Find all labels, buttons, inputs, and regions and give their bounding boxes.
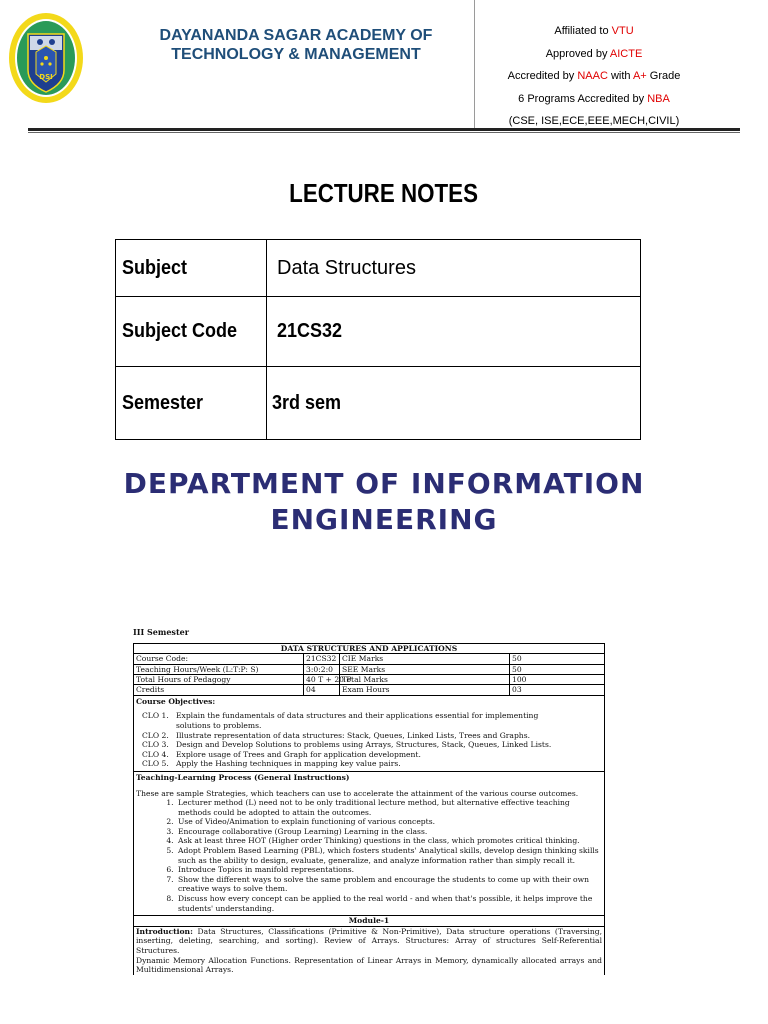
- accredited-label: Accredited by: [507, 70, 578, 82]
- clo-item-cont: solutions to problems.: [176, 720, 262, 730]
- detail-cell: 04: [304, 685, 340, 695]
- logo-monogram: DSI: [39, 73, 53, 81]
- syllabus-excerpt: [133, 628, 605, 975]
- course-objectives-section: [134, 696, 604, 772]
- detail-cell: 50: [510, 665, 604, 675]
- tlp-list: [136, 798, 602, 913]
- subject-code-value-cell: [267, 297, 641, 367]
- detail-cell: Teaching Hours/Week (L:T:P: S): [134, 665, 304, 675]
- accredited-suffix: Grade: [646, 70, 681, 82]
- table-row: [116, 297, 641, 367]
- accredited-grade: A+: [632, 70, 647, 82]
- subject-key: Subject: [122, 256, 188, 279]
- module-intro: [134, 927, 604, 956]
- list-item: 3. Encourage collaborative (Group Learning) Learning in the class.: [176, 827, 602, 837]
- subject-table: [115, 239, 641, 440]
- detail-cell: 100: [510, 675, 604, 685]
- intro-text: Data Structures, Classifications (Primitive & Non-Primitive), Data structure operations (Traversing, inserting, deleting, searching, and sorting). Review of Arrays. Structures: Array of structures Self-Referential Structures.: [136, 926, 602, 955]
- clo-item: CLO 4. Explore usage of Trees and Graph for application development.: [142, 749, 421, 759]
- subject-code-key-cell: [116, 297, 267, 367]
- list-item: 8. Discuss how every concept can be applied to the real world - and when that's possible, it helps improve the students' understanding.: [176, 894, 602, 913]
- clo-item: CLO 2. Illustrate representation of data structures: Stack, Queues, Linked Lists, Trees and Graphs.: [142, 730, 531, 740]
- page-title: LECTURE NOTES: [289, 178, 478, 208]
- subject-value-cell: [267, 240, 641, 297]
- list-item: 1. Lecturer method (L) need not to be only traditional lecture method, but alternative effective teaching methods could be adopted to attain the outcomes.: [176, 798, 602, 817]
- course-details-grid: [134, 654, 604, 696]
- clo-item: CLO 3. Design and Develop Solutions to problems using Arrays, Structures, Stack, Queues, Linked Lists.: [142, 740, 552, 750]
- department-line2: ENGINEERING: [270, 503, 498, 536]
- module-title: Module-1: [134, 916, 604, 927]
- college-name: [120, 26, 472, 64]
- list-item: 4. Ask at least three HOT (Higher order Thinking) questions in the class, which promotes critical thinking.: [176, 836, 602, 846]
- clo-item: CLO 5. Apply the Hashing techniques in mapping key value pairs.: [142, 759, 401, 769]
- detail-cell: 21CS32: [304, 654, 340, 664]
- tlp-title: Teaching-Learning Process (General Instructions): [136, 772, 350, 782]
- detail-cell: Total Marks: [340, 675, 510, 685]
- list-item: 6. Introduce Topics in manifold representations.: [176, 865, 602, 875]
- list-item: 2. Use of Video/Animation to explain functioning of various concepts.: [176, 817, 602, 827]
- subject-code-key: Subject Code: [122, 320, 238, 342]
- affiliated-value: VTU: [611, 25, 634, 37]
- detail-cell: SEE Marks: [340, 665, 510, 675]
- table-row: [116, 367, 641, 440]
- list-item: 5. Adopt Problem Based Learning (PBL), which fosters students' Analytical skills, develop design thinking skills such as the ability to design, evaluate, generalize, and analyze information rather than simply recall it.: [176, 846, 602, 865]
- accredited-with: with: [607, 70, 633, 82]
- detail-cell: Credits: [134, 685, 304, 695]
- objectives-title: Course Objectives:: [136, 696, 216, 706]
- table-row: [116, 240, 641, 297]
- college-name-line1: DAYANANDA SAGAR ACADEMY OF: [159, 27, 433, 44]
- approved-label: Approved by: [545, 47, 610, 60]
- intro-label: Introduction:: [136, 926, 193, 936]
- subject-code-value: 21CS32: [277, 320, 343, 342]
- syllabus-box: [133, 643, 605, 975]
- detail-cell: Course Code:: [134, 654, 304, 664]
- clo-item: CLO 1. Explain the fundamentals of data structures and their applications essential for implementing: [142, 711, 539, 721]
- header-divider-thin: [28, 132, 740, 133]
- semester-value: 3rd sem: [272, 391, 342, 414]
- college-logo-icon: [8, 12, 84, 104]
- detail-cell: 50: [510, 654, 604, 664]
- approved-value: AICTE: [609, 47, 643, 60]
- programs-list: (CSE, ISE,ECE,EEE,MECH,CIVIL): [508, 115, 680, 127]
- semester-value-cell: [267, 367, 641, 440]
- department-line1: DEPARTMENT OF INFORMATION: [123, 467, 645, 500]
- course-title: DATA STRUCTURES AND APPLICATIONS: [134, 644, 604, 655]
- programs-value: NBA: [647, 92, 670, 105]
- subject-value: Data Structures: [277, 256, 416, 279]
- header-divider: [28, 128, 740, 131]
- department-heading: [100, 466, 668, 538]
- accredited-value: NAAC: [577, 70, 608, 82]
- detail-cell: Total Hours of Pedagogy: [134, 675, 304, 685]
- semester-key-cell: [116, 367, 267, 440]
- detail-cell: Exam Hours: [340, 685, 510, 695]
- approved-line: [484, 43, 704, 66]
- module-dma-text: Dynamic Memory Allocation Functions. Representation of Linear Arrays in Memory, dynamically allocated arrays and Multidimensional Arrays.: [136, 955, 602, 975]
- affiliated-label: Affiliated to: [554, 25, 612, 37]
- programs-label: 6 Programs Accredited by: [518, 92, 648, 105]
- college-name-line2: TECHNOLOGY & MANAGEMENT: [171, 46, 421, 63]
- teaching-learning-section: [134, 772, 604, 916]
- affiliated-line: [484, 20, 704, 43]
- accredited-line: [484, 65, 704, 88]
- header-divider-vertical: [474, 0, 475, 128]
- tlp-intro: These are sample Strategies, which teachers can use to accelerate the attainment of the various course outcomes.: [136, 788, 579, 798]
- detail-cell: 03: [510, 685, 604, 695]
- detail-cell: CIE Marks: [340, 654, 510, 664]
- accreditation-block: [484, 20, 704, 133]
- semester-key: Semester: [122, 391, 204, 414]
- programs-line: [484, 88, 704, 111]
- detail-cell: 3:0:2:0: [304, 665, 340, 675]
- list-item: 7. Show the different ways to solve the same problem and encourage the students to come up with their own creative ways to solve them.: [176, 875, 602, 894]
- detail-cell: 40 T + 20 P: [306, 674, 352, 684]
- subject-key-cell: [116, 240, 267, 297]
- semester-label: III Semester: [133, 627, 189, 637]
